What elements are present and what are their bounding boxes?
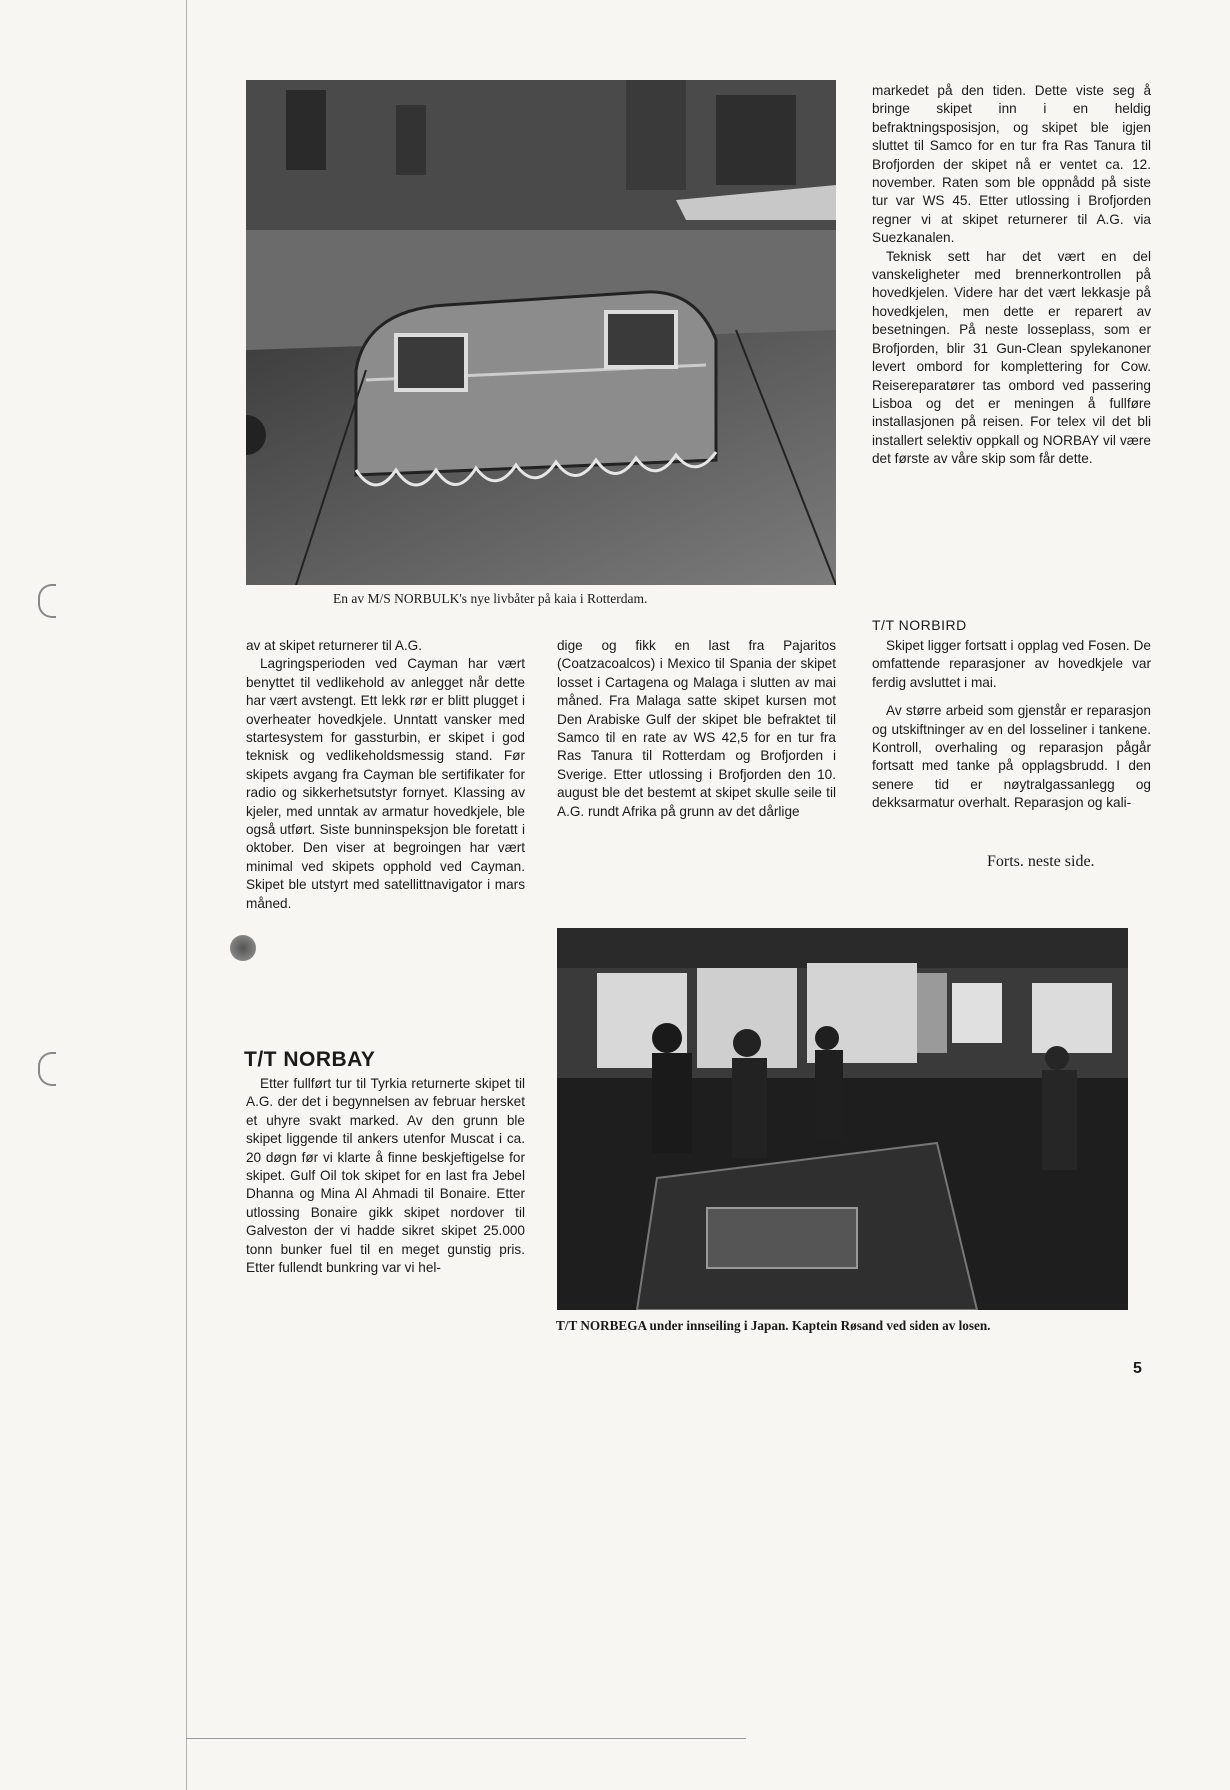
paragraph: dige og fikk en last fra Pajaritos (Coatzacoalcos) i Mexico til Spania der skipet losset i Cartagena og Malaga i slutten av mai måned. Fra Malaga satte skipet kursen mot Den Arabiske Gulf der skipet ble befraktet til Samco til en rate av WS 42,5 for en tur fra Ras Tanura til Rotterdam og Brofjorden i Sverige. Etter utlossing i Brofjorden den 10. august ble det bestemt at skipet skulle seile til A.G. rundt Afrika på grunn av det dårlige [557,638,836,819]
page-bottom-line [186,1738,746,1739]
norbird-column [872,637,1151,813]
bridge-photo-caption: T/T NORBEGA under innseiling i Japan. Kaptein Røsand ved siden av losen. [556,1318,991,1333]
left-column [246,637,525,913]
middle-column [557,637,836,821]
paragraph: av at skipet returnerer til A.G. [246,638,423,653]
bridge-photo [557,928,1128,1310]
paragraph: markedet på den tiden. Dette viste seg å bringe skipet inn i en heldig befraktningsposisjon, og skipet ble igjen sluttet til Samco for en tur fra Ras Tanura til Brofjorden der skipet nå er ventet ca. 12. november. Raten som ble oppnådd på siste tur var WS 45. Etter utlossing i Brofjorden regner vi at skipet returnerer til A.G. via Suezkanalen. [872,83,1151,246]
norbay-column [246,1075,525,1277]
binder-ring-mark [38,584,56,618]
paragraph: Skipet ligger fortsatt i opplag ved Fosen. De omfattende reparasjoner av hovedkjele var ferdig avsluttet i mai. [872,638,1151,690]
page-number: 5 [1133,1360,1142,1377]
punch-hole [230,935,256,961]
page-edge-line [186,0,187,1790]
paragraph: Lagringsperioden ved Cayman har vært benyttet til vedlikehold av anlegget når dette har vært avstengt. Ett lekk rør er blitt plugget i overheater hovedkjele. Unntatt vansker med startesystem for gassturbin, er skipet i god teknisk og vedlikeholdsmessig stand. Før skipets avgang fra Cayman ble sertifikater for radio og sikkerhetsutstyr fornyet. Klassing av kjeler, med unntak av armatur hovedkjele, ble også utført. Siste bunninspeksjon ble foretatt i oktober. Den viser at begroingen har vært minimal ved skipets opphold ved Cayman. Skipet ble utstyrt med satellittnavigator i mars måned. [246,656,525,911]
lifeboat-photo-caption: En av M/S NORBULK's nye livbåter på kaia i Rotterdam. [333,591,648,606]
section-heading-norbay: T/T NORBAY [244,1048,376,1071]
lifeboat-photo [246,80,836,585]
right-top-column [872,82,1151,469]
binder-ring-mark [38,1052,56,1086]
paragraph: Etter fullført tur til Tyrkia returnerte skipet til A.G. der det i begynnelsen av februar hersket et uhyre svakt marked. Av den grunn ble skipet liggende til ankers utenfor Muscat i ca. 20 døgn før vi klarte å finne beskjeftigelse for skipet. Gulf Oil tok skipet for en last fra Jebel Dhanna og Mina Al Ahmadi til Bonaire. Etter utlossing Bonaire gikk skipet nordover til Galveston der vi hadde sikret skipet 25.000 tonn bunker fuel til en meget gunstig pris. Etter fullendt bunkring var vi hel- [246,1076,525,1276]
paragraph: Av større arbeid som gjenstår er reparasjon og utskiftninger av en del losseliner i tankene. Kontroll, overhaling og reparasjon pågår fortsatt med tanke på opplagsbrudd. I den senere tid er nøytralgassanlegg og dekksarmatur overhalt. Reparasjon og kali- [872,703,1151,811]
continued-note: Forts. neste side. [987,853,1095,870]
paragraph: Teknisk sett har det vært en del vanskeligheter med brennerkontrollen på hovedkjelen. Videre har det vært lekkasje på hovedkjelen, men dette er reparert av besetningen. På neste losseplass, som er Brofjorden, blir 31 Gun-Clean spylekanoner levert ombord for komplettering for Cow. Reisereparatører tas ombord ved passering Lisboa og det er meningen å fullføre installasjonen på reisen. For telex vil det bli installert selektiv oppkall og NORBAY vil være det første av våre skip som får dette. [872,248,1151,467]
section-heading-norbird: T/T NORBIRD [872,617,967,633]
